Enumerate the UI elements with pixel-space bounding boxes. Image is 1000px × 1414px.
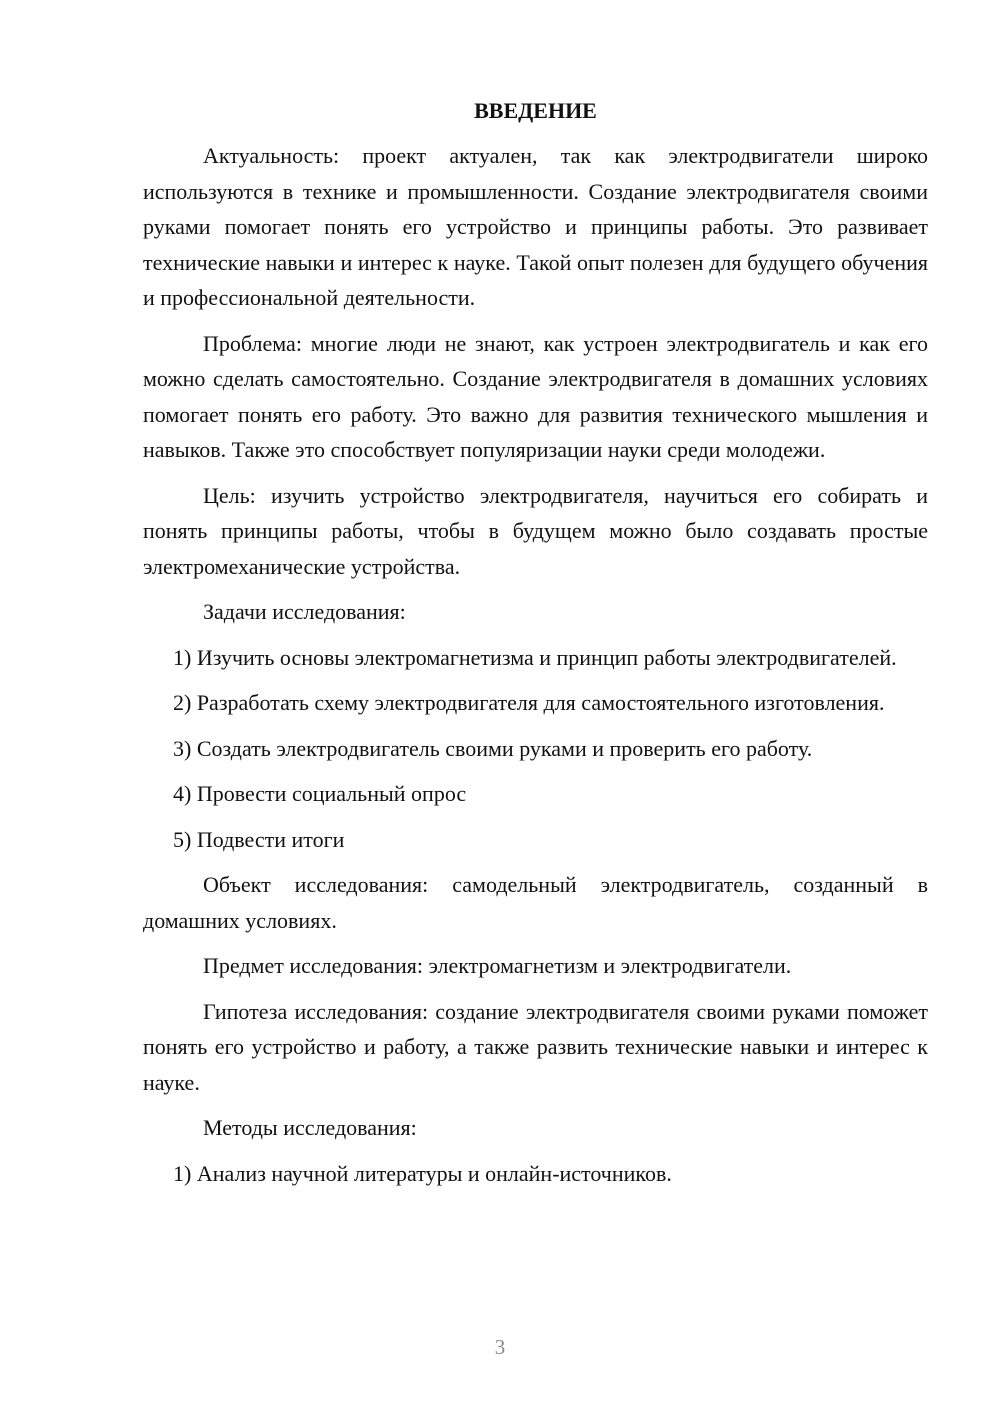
- task-item-4: 4) Провести социальный опрос: [173, 781, 467, 806]
- paragraph-hypothesis: Гипотеза исследования: создание электродвигателя своими руками поможет понять его устройство и работу, а также развить технические навыки и интерес к науке.: [143, 998, 928, 1095]
- method-item-1: 1) Анализ научной литературы и онлайн-источников.: [173, 1160, 672, 1186]
- task-item-3: 3) Создать электродвигатель своими руками и проверить его работу.: [173, 735, 813, 761]
- document-page: [143, 96, 928, 1201]
- paragraph-tasks-heading: Задачи исследования:: [203, 599, 406, 624]
- task-item-2: 2) Разработать схему электродвигателя для самостоятельного изготовления.: [173, 690, 885, 715]
- section-title: ВВЕДЕНИЕ: [474, 98, 597, 123]
- paragraph-relevance: Актуальность: проект актуален, так как электродвигатели широко используются в технике и промышленности. Создание электродвигателя своими руками помогает понять его устройство и принципы работы. Это развивает технические навыки и интерес к науке. Такой опыт полезен для будущего обучения и профессиональной деятельности.: [143, 143, 928, 310]
- paragraph-object: Объект исследования: самодельный электродвигатель, созданный в домашних условиях.: [143, 872, 928, 933]
- task-item-1: 1) Изучить основы электромагнетизма и принцип работы электродвигателей.: [173, 644, 897, 670]
- paragraph-subject: Предмет исследования: электромагнетизм и электродвигатели.: [203, 953, 792, 978]
- page-number: 3: [494, 1335, 506, 1359]
- task-item-5: 5) Подвести итоги: [173, 826, 345, 852]
- paragraph-problem: Проблема: многие люди не знают, как устроен электродвигатель и как его можно сделать самостоятельно. Создание электродвигателя в домашних условиях помогает понять его работу. Это важно для развития технического мышления и навыков. Также это способствует популяризации науки среди молодежи.: [143, 330, 928, 462]
- paragraph-goal: Цель: изучить устройство электродвигателя, научиться его собирать и понять принципы работы, чтобы в будущем можно было создавать простые электромеханические устройства.: [143, 482, 928, 579]
- paragraph-methods-heading: Методы исследования:: [203, 1115, 417, 1140]
